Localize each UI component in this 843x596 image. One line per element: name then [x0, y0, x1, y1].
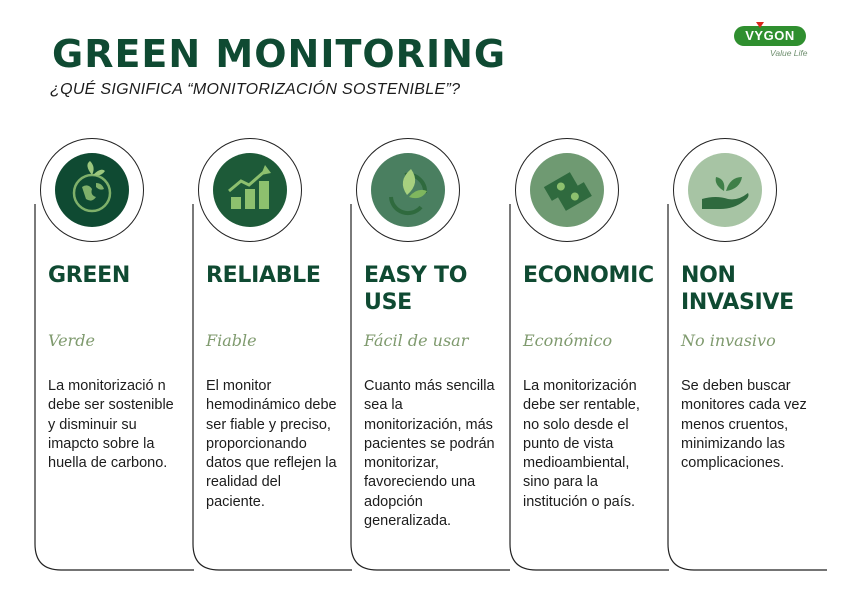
icon-circle — [515, 138, 619, 242]
column-economic — [509, 134, 669, 574]
column-subheading: No invasivo — [681, 331, 776, 350]
column-body: La monitorizació n debe ser sostenible y disminuir su imapcto sobre la huella de carbono. — [48, 378, 174, 472]
icon-circle — [673, 138, 777, 242]
column-body: El monitor hemodinámico debe ser fiable y preciso, proporcionando datos que reflejen la realidad del paciente. — [206, 378, 337, 510]
column-subheading: Fiable — [206, 331, 257, 350]
column-heading: GREEN — [48, 263, 130, 288]
money-icon — [530, 153, 604, 227]
column-heading: ECONOMIC — [523, 263, 654, 288]
column-subheading: Fácil de usar — [364, 331, 469, 350]
globe-leaves-icon — [55, 153, 129, 227]
column-subheading: Económico — [523, 331, 613, 350]
column-heading: NON INVASIVE — [681, 263, 794, 315]
icon-circle — [356, 138, 460, 242]
hand-plant-icon — [688, 153, 762, 227]
growth-chart-icon — [213, 153, 287, 227]
logo-brand: VYGON — [734, 26, 806, 46]
recycle-leaf-icon — [371, 153, 445, 227]
column-reliable — [192, 134, 352, 574]
logo-tagline: Value Life — [770, 48, 808, 58]
column-body: La monitorización debe ser rentable, no solo desde el punto de vista medioambiental, sino para la institución o país. — [523, 378, 640, 510]
page-title: GREEN MONITORING — [52, 32, 507, 76]
column-heading: EASY TO USE — [364, 263, 468, 315]
column-green — [34, 134, 194, 574]
icon-circle — [198, 138, 302, 242]
column-heading: RELIABLE — [206, 263, 321, 288]
column-easy-to-use — [350, 134, 510, 574]
column-non-invasive — [667, 134, 827, 574]
icon-circle — [40, 138, 144, 242]
logo-mark-icon — [756, 22, 764, 28]
vygon-logo — [734, 22, 816, 62]
column-body: Se deben buscar monitores cada vez menos cruentos, minimizando las complicaciones. — [681, 378, 807, 472]
column-body: Cuanto más sencilla sea la monitorización, más pacientes se podrán monitorizar, favoreciendo una adopción generalizada. — [364, 378, 495, 530]
column-subheading: Verde — [48, 331, 95, 350]
page-subtitle: ¿QUÉ SIGNIFICA “MONITORIZACIÓN SOSTENIBLE”? — [50, 81, 461, 98]
